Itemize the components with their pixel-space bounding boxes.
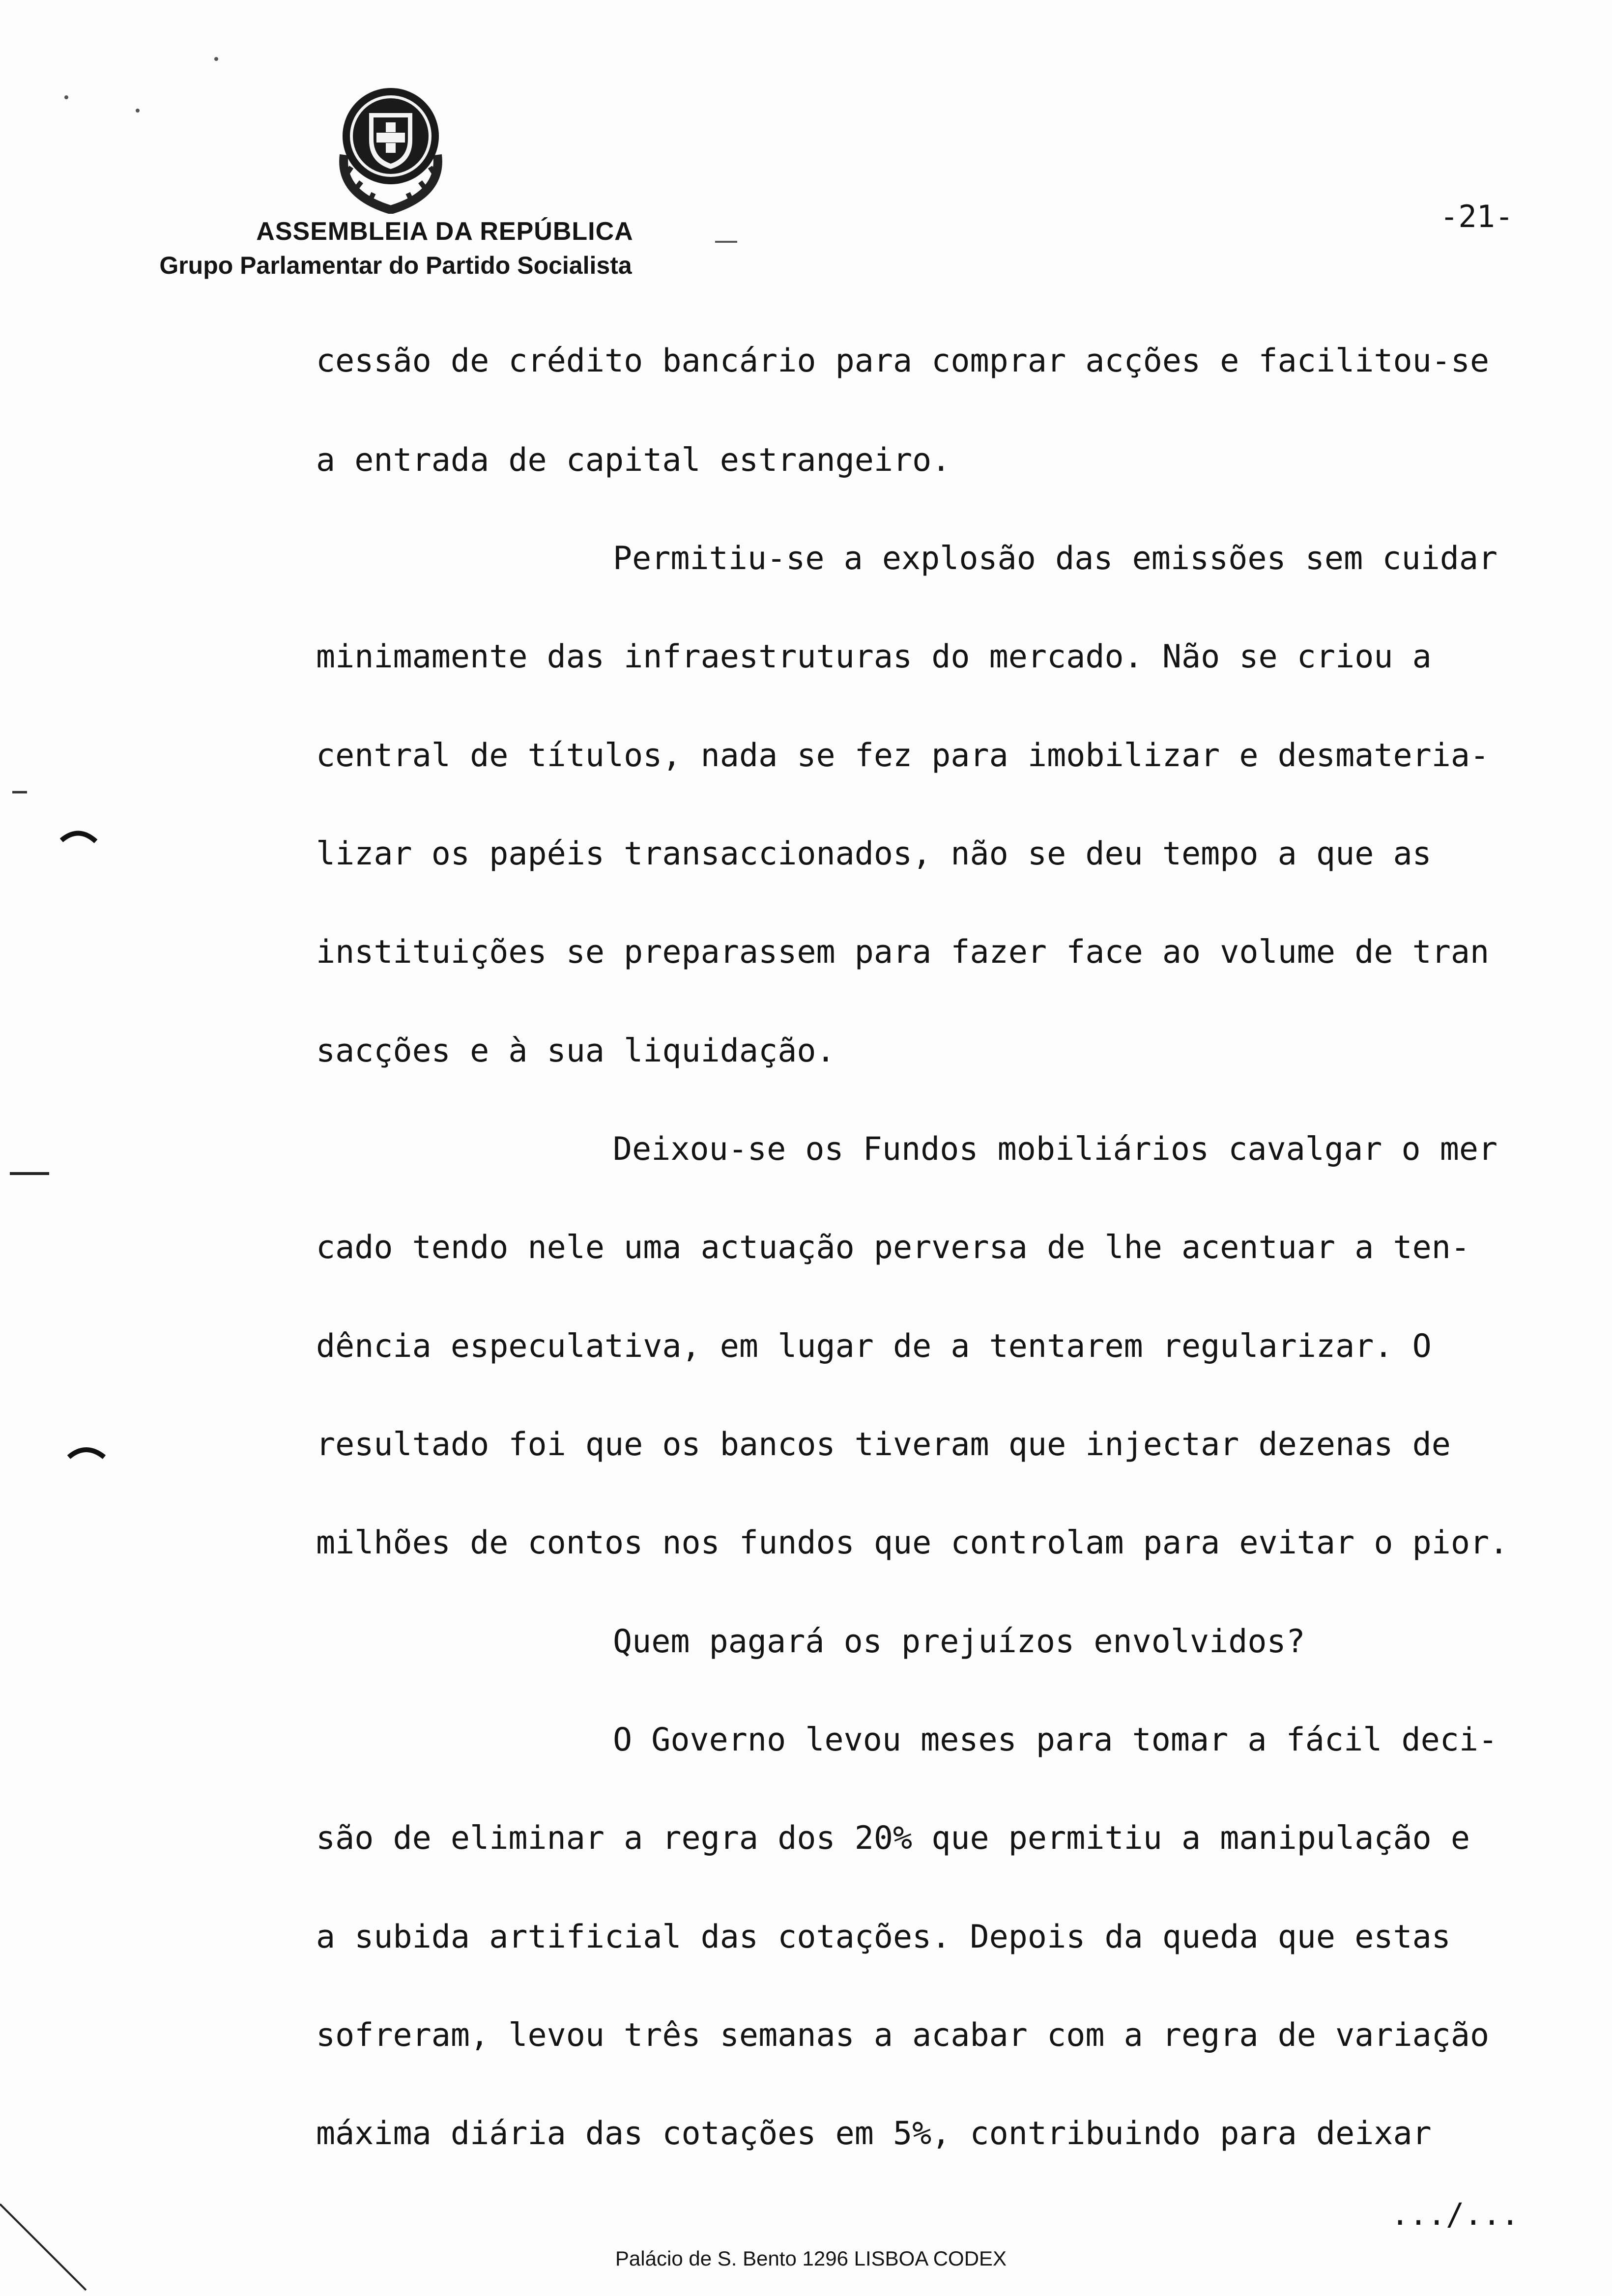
body-line: O Governo levou meses para tomar a fácil deci- <box>613 1722 1498 1758</box>
page-number: -21- <box>1440 199 1514 234</box>
body-line: são de eliminar a regra dos 20% que permitiu a manipulação e <box>316 1820 1470 1857</box>
body-line: sacções e à sua liquidação. <box>316 1033 835 1069</box>
body-line: a subida artificial das cotações. Depois da queda que estas <box>316 1919 1451 1955</box>
body-line: milhões de contos nos fundos que controlam para evitar o pior. <box>316 1524 1509 1561</box>
continuation-marker: .../... <box>1391 2196 1520 2232</box>
body-line: resultado foi que os bancos tiveram que injectar dezenas de <box>316 1426 1451 1463</box>
body-line: máxima diária das cotações em 5%, contribuindo para deixar <box>316 2115 1432 2152</box>
parliamentary-group-name: Grupo Parlamentar do Partido Socialista <box>159 252 632 279</box>
body-line: instituições se preparassem para fazer face ao volume de tran <box>316 934 1490 971</box>
body-line: cessão de crédito bancário para comprar acções e facilitou-se <box>316 343 1490 379</box>
body-line: central de títulos, nada se fez para imobilizar e desmateria- <box>316 737 1490 774</box>
institution-name: ASSEMBLEIA DA REPÚBLICA <box>256 217 633 246</box>
body-line: minimamente das infraestruturas do mercado. Não se criou a <box>316 638 1432 675</box>
body-line: lizar os papéis transaccionados, não se deu tempo a que as <box>316 835 1432 872</box>
footer-address: Palácio de S. Bento 1296 LISBOA CODEX <box>615 2247 1007 2270</box>
body-line: Quem pagará os prejuízos envolvidos? <box>613 1623 1305 1660</box>
body-line: Deixou-se os Fundos mobiliários cavalgar o mer <box>613 1131 1498 1168</box>
body-line: a entrada de capital estrangeiro. <box>316 442 951 479</box>
body-line: sofreram, levou três semanas a acabar com a regra de variação <box>316 2017 1490 2054</box>
body-line: dência especulativa, em lugar de a tentarem regularizar. O <box>316 1328 1432 1365</box>
body-line: Permitiu-se a explosão das emissões sem cuidar <box>613 540 1498 577</box>
body-line: cado tendo nele uma actuação perversa de lhe acentuar a ten- <box>316 1229 1470 1266</box>
